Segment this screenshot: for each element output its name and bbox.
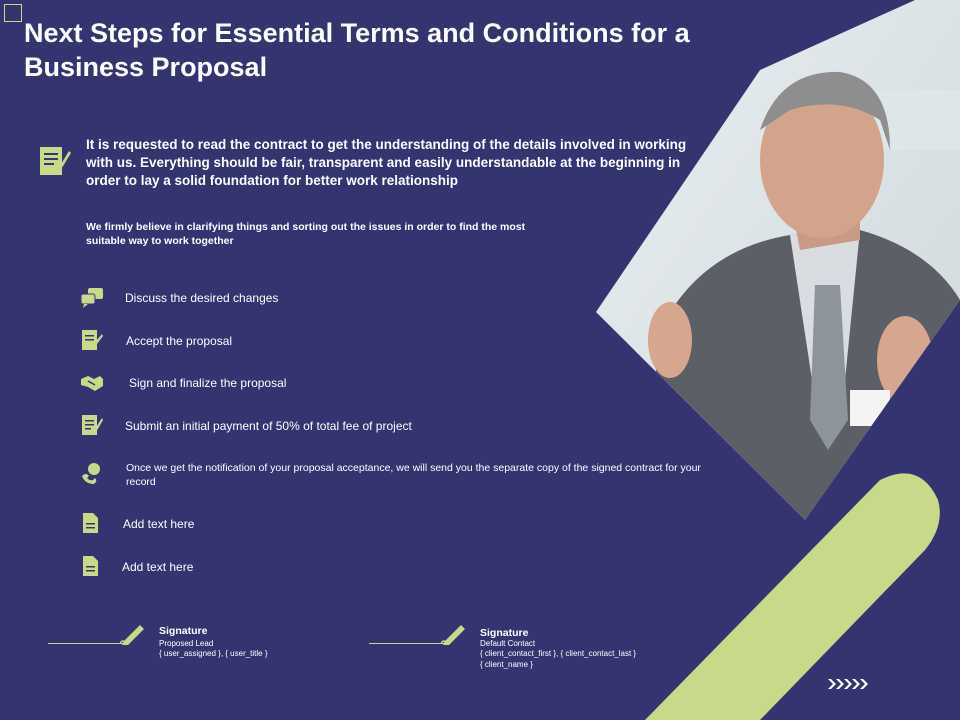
step-7-text: Add text here — [122, 560, 194, 574]
handshake-icon — [80, 372, 104, 394]
step-5-text: Once we get the notification of your proposal acceptance, we will send you the separate copy of the signed contract for your record — [126, 462, 701, 488]
step-6-text: Add text here — [123, 517, 195, 531]
signature-1-details: { user_assigned }, { user_title } — [159, 649, 268, 658]
step-2-text: Accept the proposal — [126, 334, 233, 348]
pen-icon — [441, 623, 467, 645]
signature-line-2 — [369, 643, 449, 644]
signature-line-1 — [48, 643, 128, 644]
signature-1-title: Signature — [159, 625, 208, 637]
step-3-text: Sign and finalize the proposal — [129, 376, 287, 390]
intro-paragraph: It is requested to read the contract to get the understanding of the details involved in working with us. Everything should be fair, transparent and easily understandable at the beginning in order to lay a solid foundation for better work relationship — [86, 137, 687, 188]
contract-sign-icon — [38, 143, 72, 179]
step-1-text: Discuss the desired changes — [125, 291, 279, 305]
step-4-text: Submit an initial payment of 50% of total fee of project — [125, 419, 412, 433]
document-icon — [80, 555, 104, 577]
page-title: Next Steps for Essential Terms and Conditions for a Business Proposal — [24, 18, 690, 82]
intro-subparagraph: We firmly believe in clarifying things and sorting out the issues in order to find the most suitable way to work together — [86, 221, 526, 247]
phone-icon — [80, 462, 104, 484]
signature-2-title: Signature — [480, 627, 529, 639]
signature-2-role: Default Contact — [480, 639, 536, 648]
signature-1-role: Proposed Lead — [159, 639, 214, 648]
signature-2-details: { client_contact_first }, { client_contact_last } — [480, 649, 637, 658]
chat-icon — [80, 287, 104, 309]
signature-2-client: { client_name } — [480, 660, 533, 669]
accent-band — [645, 473, 940, 720]
pen-icon — [120, 623, 146, 645]
document-sign-icon — [80, 414, 104, 436]
chevrons-right-icon — [828, 678, 868, 690]
document-check-icon — [80, 329, 104, 351]
document-icon — [80, 512, 104, 534]
